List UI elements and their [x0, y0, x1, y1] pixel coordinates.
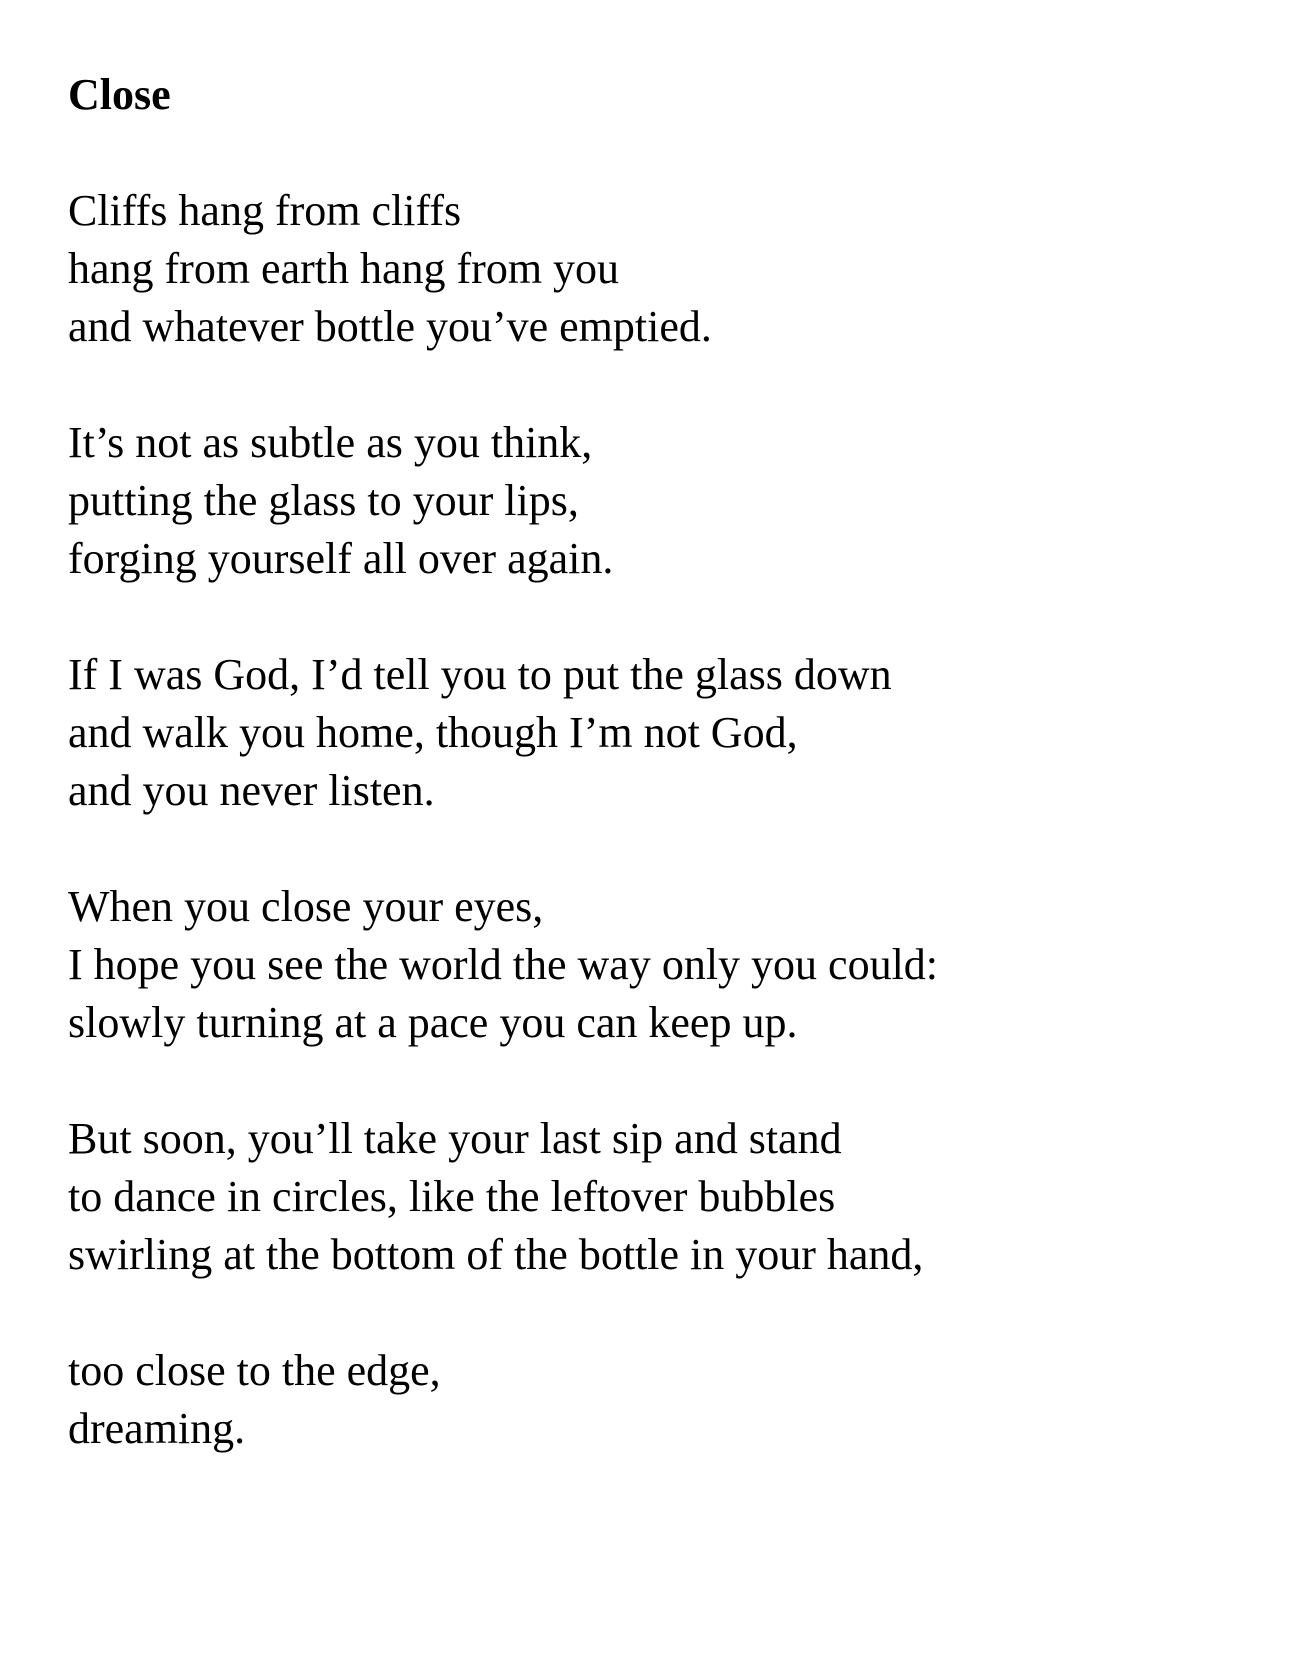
stanza-6	[68, 1342, 1248, 1458]
poem-line: and you never listen.	[68, 766, 435, 815]
stanza-4	[68, 878, 1248, 1052]
stanza-1	[68, 182, 1248, 356]
poem-line: swirling at the bottom of the bottle in your hand,	[68, 1230, 924, 1279]
poem-title: Close	[68, 70, 171, 119]
poem-line: Cliffs hang from cliffs	[68, 186, 462, 235]
poem-line: slowly turning at a pace you can keep up.	[68, 998, 798, 1047]
poem-line: forging yourself all over again.	[68, 534, 614, 583]
poem-page	[68, 66, 1248, 1516]
poem-line: hang from earth hang from you	[68, 244, 620, 293]
stanza-3	[68, 646, 1248, 820]
poem-line: and whatever bottle you’ve emptied.	[68, 302, 712, 351]
poem-line: I hope you see the world the way only you could:	[68, 940, 939, 989]
stanza-5	[68, 1110, 1248, 1284]
poem-line: and walk you home, though I’m not God,	[68, 708, 798, 757]
poem-line: putting the glass to your lips,	[68, 476, 579, 525]
poem-line: It’s not as subtle as you think,	[68, 418, 593, 467]
poem-line: dreaming.	[68, 1404, 246, 1453]
poem-line: too close to the edge,	[68, 1346, 441, 1395]
poem-line: If I was God, I’d tell you to put the glass down	[68, 650, 892, 699]
poem-line: to dance in circles, like the leftover bubbles	[68, 1172, 836, 1221]
poem-line: But soon, you’ll take your last sip and stand	[68, 1114, 842, 1163]
stanza-2	[68, 414, 1248, 588]
poem-line: When you close your eyes,	[68, 882, 544, 931]
